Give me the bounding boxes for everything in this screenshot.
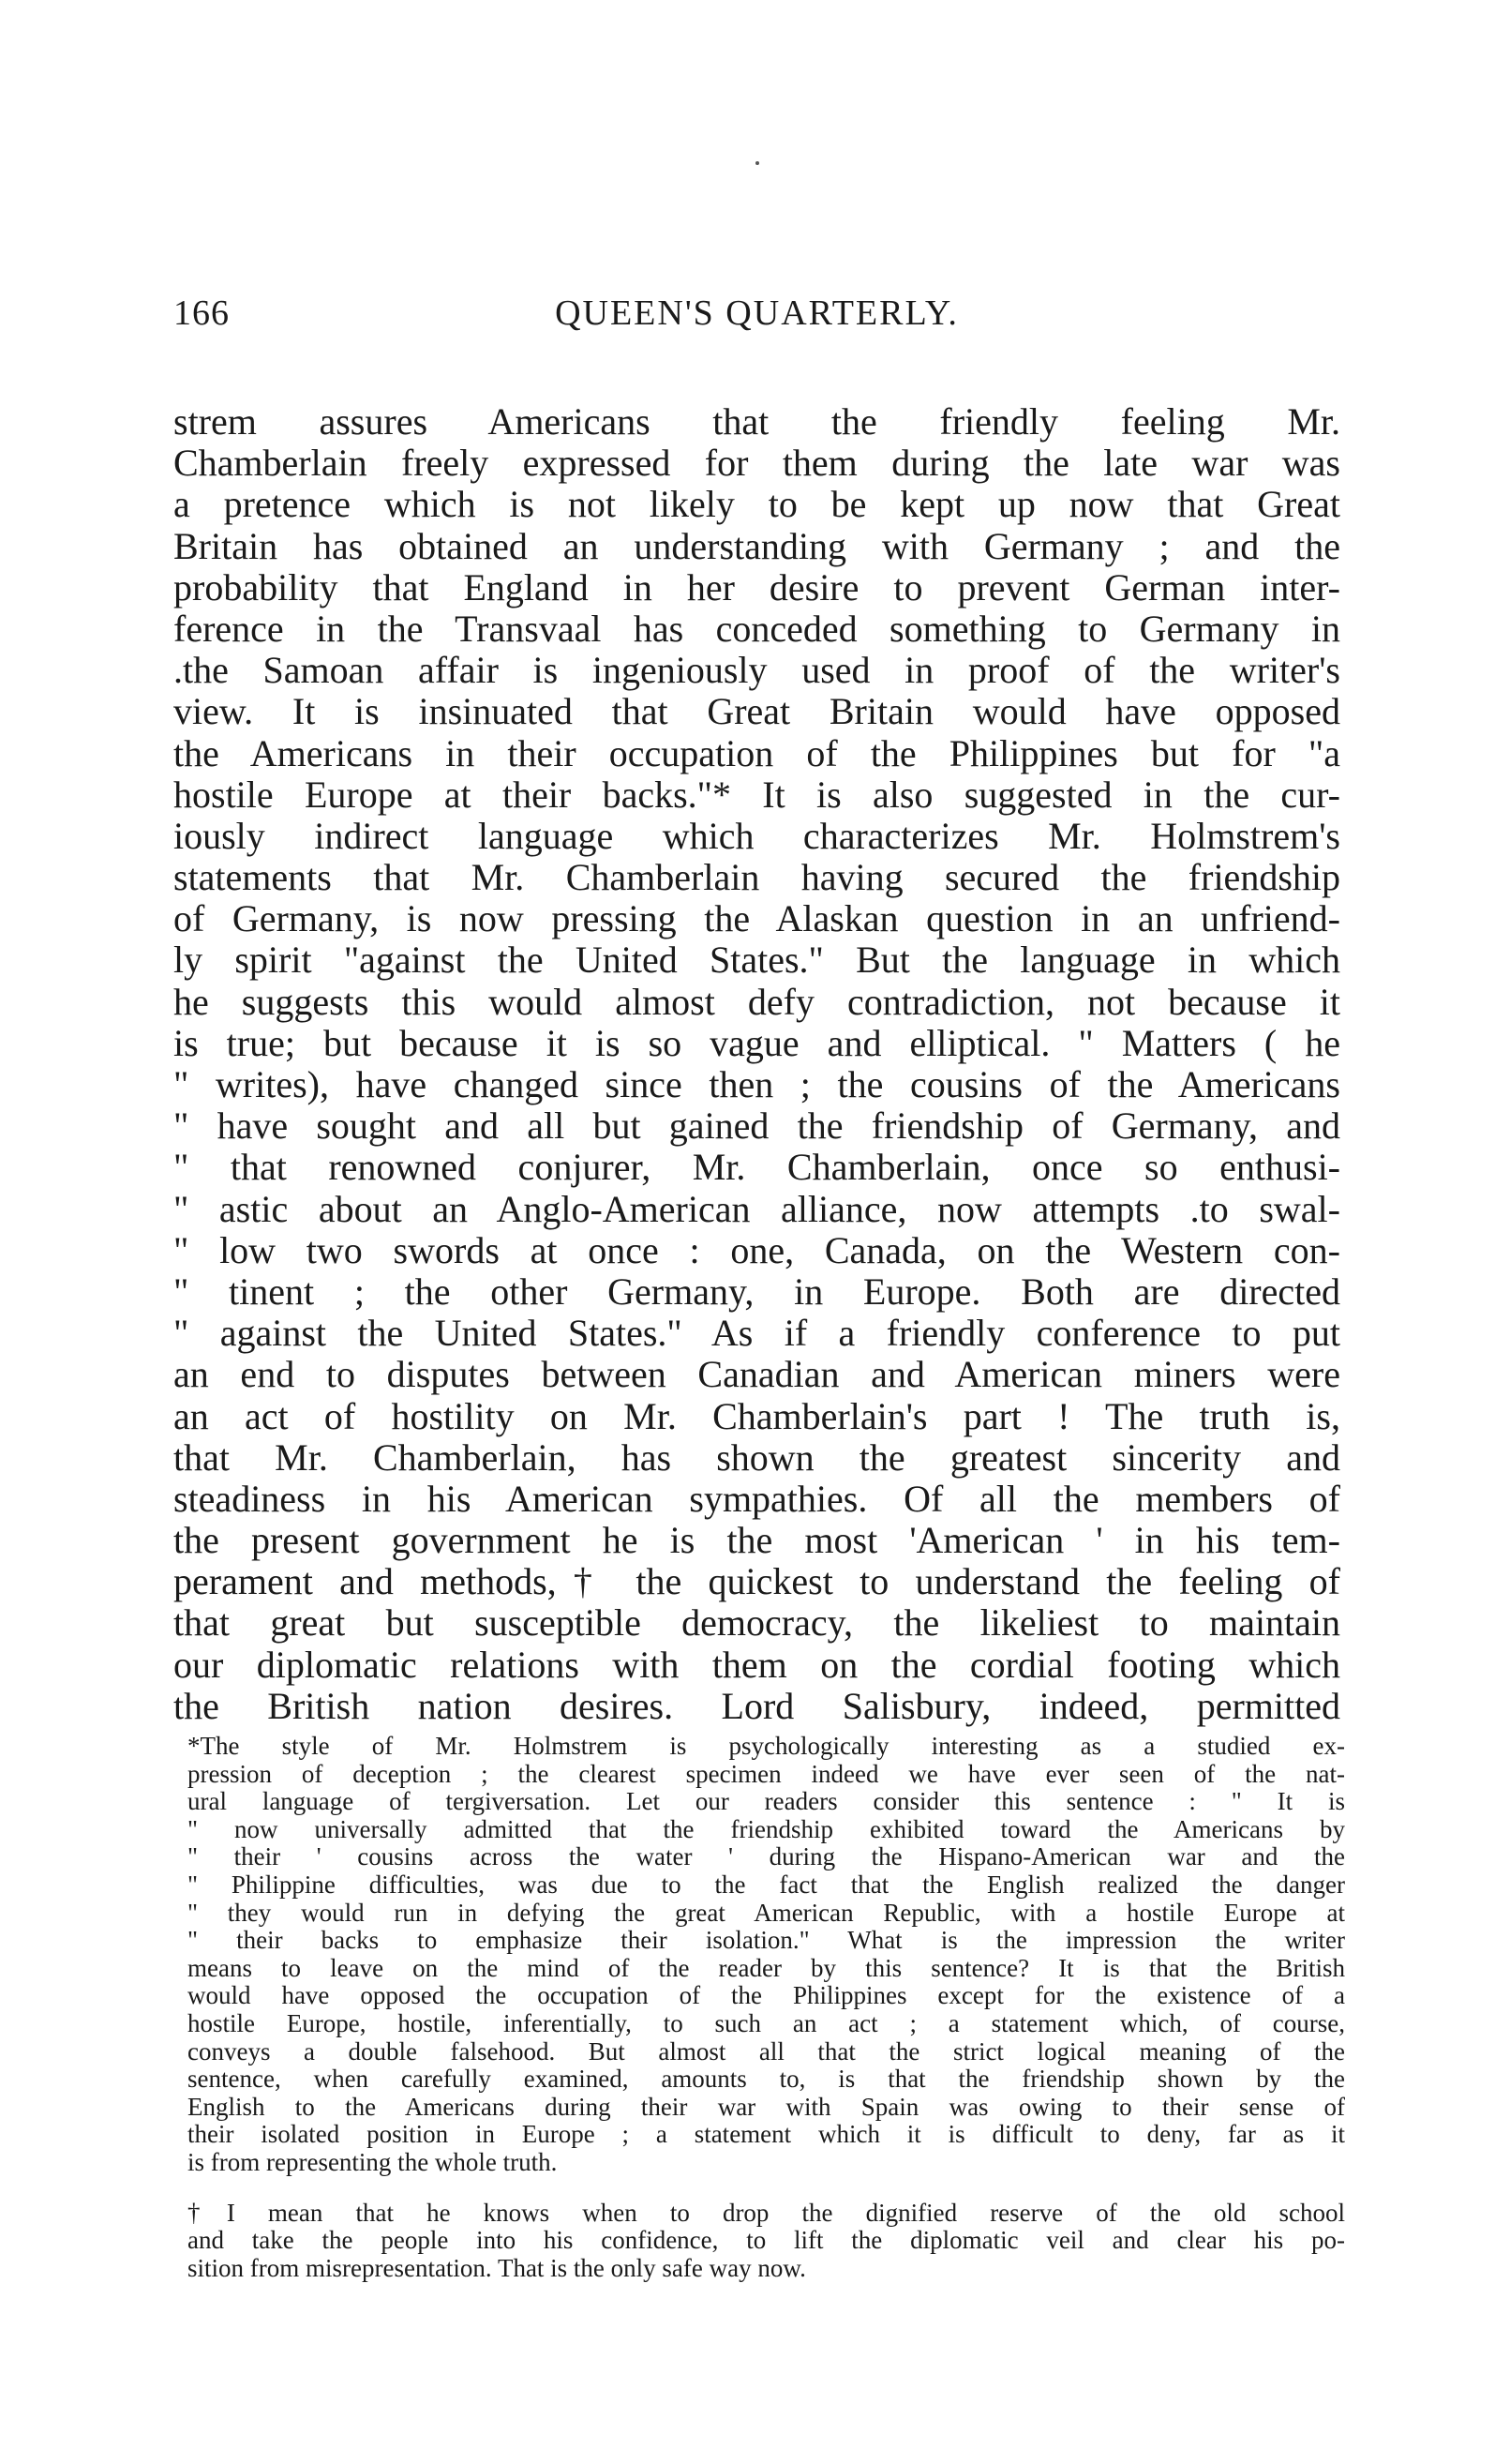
body-text-line: is true; but because it is so vague and elliptical. " Matters ( he [173, 1021, 1340, 1064]
running-head: QUEEN'S QUARTERLY. [555, 293, 959, 333]
footnote-line: sentence, when carefully examined, amounts to, is that the friendship shown by the [187, 2065, 1345, 2094]
body-text-line: steadiness in his American sympathies. Of all the members of [173, 1477, 1340, 1520]
body-text-line: that great but susceptible democracy, the likeliest to maintain [173, 1601, 1340, 1645]
body-text-line: probability that England in her desire to prevent German inter- [173, 565, 1340, 608]
body-text-line: the present government he is the most 'American ' in his tem- [173, 1519, 1340, 1562]
footnote-line: †I mean that he knows when to drop the dignified reserve of the old school [187, 2198, 1345, 2227]
footnote-line: English to the Americans during their war with Spain was owing to their sense of [187, 2092, 1345, 2121]
body-text-line: strem assures Americans that the friendly feeling Mr. [173, 400, 1340, 443]
body-text-line: " astic about an Anglo-American alliance, now attempts .to swal- [173, 1187, 1340, 1230]
footnote-line: means to leave on the mind of the reader by this sentence? It is that the British [187, 1953, 1345, 1982]
page-header [173, 293, 1340, 349]
footnote-line: " their backs to emphasize their isolation." What is the impression the writer [187, 1926, 1345, 1955]
footnote-line: conveys a double falsehood. But almost all that the strict logical meaning of the [187, 2036, 1345, 2066]
footnote-line: *The style of Mr. Holmstrem is psychologically interesting as a studied ex- [187, 1732, 1345, 1760]
page-number: 166 [173, 293, 230, 333]
body-text-line: view. It is insinuated that Great Britain would have opposed [173, 690, 1340, 733]
print-speck [755, 161, 759, 165]
footnote-line: " they would run in defying the great American Republic, with a hostile Europe at [187, 1898, 1345, 1927]
footnote-line: their isolated position in Europe ; a statement which it is difficult to deny, far as it [187, 2120, 1345, 2149]
footnote-line: would have opposed the occupation of the Philippines except for the existence of a [187, 1981, 1345, 2010]
footnote-deception [187, 1733, 1345, 2177]
footnote-line: pression of deception ; the clearest specimen indeed we have ever seen of the nat- [187, 1759, 1345, 1788]
body-text-line: " that renowned conjurer, Mr. Chamberlain, once so enthusi- [173, 1146, 1340, 1189]
body-text-line: a pretence which is not likely to be kept up now that Great [173, 483, 1340, 526]
footnote-gap [187, 2177, 1345, 2200]
body-text [173, 401, 1340, 1727]
footnote-line: is from representing the whole truth. [187, 2147, 558, 2176]
body-text-line: he suggests this would almost defy contradiction, not because it [173, 980, 1340, 1023]
footnote-line: " their ' cousins across the water ' during the Hispano-American war and the [187, 1842, 1345, 1871]
body-text-line: statements that Mr. Chamberlain having secured the friendship [173, 856, 1340, 899]
body-text-line: " tinent ; the other Germany, in Europe. Both are directed [173, 1270, 1340, 1313]
body-text-line: that Mr. Chamberlain, has shown the greatest sincerity and [173, 1435, 1340, 1479]
footnote-line: " Philippine difficulties, was due to the fact that the English realized the danger [187, 1870, 1345, 1899]
body-text-line: perament and methods,† the quickest to understand the feeling of [173, 1560, 1340, 1603]
body-text-line: Chamberlain freely expressed for them during the late war was [173, 442, 1340, 485]
body-text-line: " writes), have changed since then ; the cousins of the Americans [173, 1063, 1340, 1105]
footnote-diplomatic-veil [187, 2200, 1345, 2283]
body-text-line: " have sought and all but gained the friendship of Germany, and [173, 1104, 1340, 1148]
footnote-line: " now universally admitted that the friendship exhibited toward the Americans by [187, 1814, 1345, 1843]
footnotes [187, 1733, 1345, 2282]
body-text-line: iously indirect language which characterizes Mr. Holmstrem's [173, 814, 1340, 857]
body-text-line: the British nation desires. Lord Salisbury, indeed, permitted [173, 1684, 1340, 1727]
body-text-line: " against the United States." As if a friendly conference to put [173, 1312, 1340, 1355]
body-text-line: hostile Europe at their backs."* It is also suggested in the cur- [173, 773, 1340, 816]
body-text-line: Britain has obtained an understanding with Germany ; and the [173, 524, 1340, 567]
body-text-line: our diplomatic relations with them on the cordial footing which [173, 1643, 1340, 1686]
body-text-line: " low two swords at once : one, Canada, on the Western con- [173, 1228, 1340, 1271]
body-text-line: ly spirit "against the United States." But the language in which [173, 939, 1340, 982]
footnote-line: sition from misrepresentation. That is the only safe way now. [187, 2253, 806, 2282]
body-text-line: an end to disputes between Canadian and American miners were [173, 1353, 1340, 1396]
footnote-line: hostile Europe, hostile, inferentially, to such an act ; a statement which, of course, [187, 2008, 1345, 2037]
body-text-line: the Americans in their occupation of the Philippines but for "a [173, 731, 1340, 774]
body-text-line: an act of hostility on Mr. Chamberlain's part ! The truth is, [173, 1394, 1340, 1437]
footnote-line: ural language of tergiversation. Let our readers consider this sentence : " It is [187, 1787, 1345, 1816]
body-text-line: of Germany, is now pressing the Alaskan question in an unfriend- [173, 897, 1340, 940]
body-text-line: ference in the Transvaal has conceded something to Germany in [173, 607, 1340, 650]
footnote-line: and take the people into his confidence, to lift the diplomatic veil and clear his po- [187, 2226, 1345, 2255]
body-text-line: .the Samoan affair is ingeniously used in proof of the writer's [173, 649, 1340, 692]
